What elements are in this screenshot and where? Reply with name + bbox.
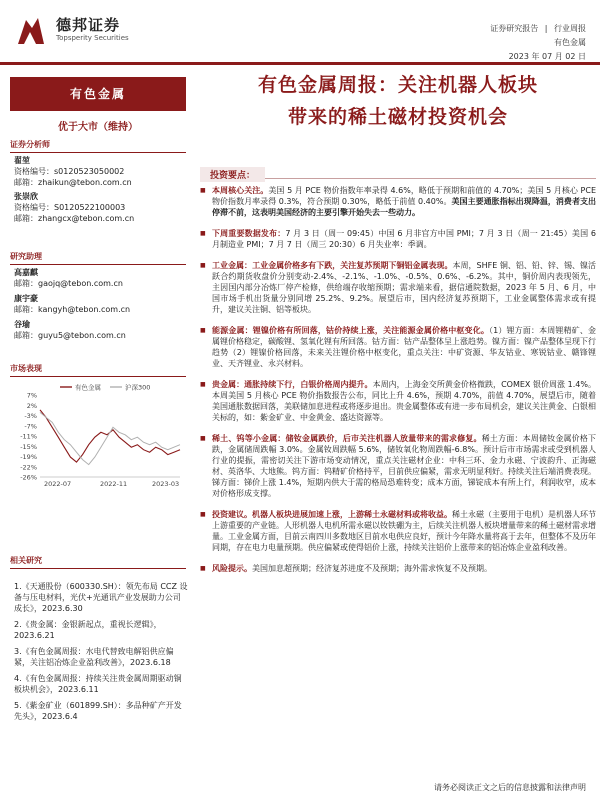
analysts-section-title: 证券分析师 xyxy=(10,139,186,153)
key-point-text: 稀土永磁（主要用于电机）是机器人环节上游重要的产业链。人形机器人电机所需永磁以钕铁硼为主，后续关注机器人板块增量带来的稀土磁材需求增量。工业金属方面，目前云南四川多数地区目前水电供应良好，预计今年降水量将高于去年，但整体不及历年同期，存在电力电量预期。供应偏紧或使得铝价上涨，持续关注铝价上涨带来的铝冶炼企业盈利改善。 xyxy=(212,510,596,552)
y-tick-label: -3% xyxy=(24,412,37,420)
legend-label: 有色金属 xyxy=(75,383,101,392)
logo-name-cn: 德邦证券 xyxy=(56,16,121,34)
analyst-cert: 资格编号：s0120523050002 xyxy=(14,167,125,176)
y-tick-label: -22% xyxy=(20,463,37,472)
assistant-email-link[interactable]: guyu5@tebon.com.cn xyxy=(38,331,126,340)
key-point-text: 7 月 3 日（周一 09:45）中国 6 月非官方中国 PMI；7 月 3 日（周一 21:45）美国 6 月制造业 PMI；7 月 7 日（周三 20:30）6 月失业率：季调。 xyxy=(212,229,597,249)
assistant-block: 高嘉麒 邮箱：gaojq@tebon.com.cn xyxy=(14,268,123,288)
key-points-header xyxy=(200,163,596,179)
key-point-text: 美国加息超预期；经济复苏进度不及预期；海外需求恢复不及预期。 xyxy=(252,564,492,573)
logo-mark-icon xyxy=(14,14,48,48)
analyst-name: 张崇欣 xyxy=(14,192,38,201)
analyst-email: 邮箱：zhangcx@tebon.com.cn xyxy=(14,214,135,223)
related-item[interactable]: 2.《贵金属：金银新起点，重视长逻辑》，2023.6.21 xyxy=(14,620,162,640)
key-point-lead: 本周核心关注。 xyxy=(212,186,269,195)
report-header xyxy=(0,0,600,62)
y-tick-label: -19% xyxy=(20,453,37,461)
analyst-email: 邮箱：zhaikun@tebon.com.cn xyxy=(14,178,132,187)
key-points-label: 投资要点： xyxy=(200,167,265,182)
related-research-list xyxy=(14,581,188,727)
assistant-name: 谷瑜 xyxy=(14,320,30,329)
analyst-email-link[interactable]: zhangcx@tebon.com.cn xyxy=(38,214,135,223)
assistant-block: 谷瑜 邮箱：guyu5@tebon.com.cn xyxy=(14,320,126,340)
related-section-title: 相关研究 xyxy=(10,555,186,569)
related-item[interactable]: 3.《有色金属周报：水电代替致电解铝供应偏紧，关注铝冶炼企业盈利改善》，2023.6.18 xyxy=(14,647,174,667)
related-item[interactable]: 5.《紫金矿业（601899.SH）：多品种矿产开发先头》，2023.6.4 xyxy=(14,701,182,721)
analyst-cert: 资格编号：S0120522100003 xyxy=(14,203,126,212)
report-date: 2023 年 07 月 02 日 xyxy=(508,52,586,61)
market-performance-chart xyxy=(10,381,186,493)
assistant-email-link[interactable]: gaojq@tebon.com.cn xyxy=(38,279,123,288)
assistant-name: 康宇豪 xyxy=(14,294,38,303)
x-tick-label: 2022-11 xyxy=(100,480,128,488)
industry-tag: 有色金属 xyxy=(10,77,186,111)
analyst-name: 翟堃 xyxy=(14,156,30,165)
footer-disclaimer: 请务必阅读正文之后的信息披露和法律声明 xyxy=(434,783,586,792)
key-points-list xyxy=(200,185,596,584)
key-point-lead: 能源金属：锂镍价格有所回落，钴价持续上涨，关注能源金属价格中枢变化。 xyxy=(212,326,489,335)
analyst-block xyxy=(14,191,134,224)
analyst-block xyxy=(14,155,132,188)
header-separator: | xyxy=(544,24,548,33)
y-tick-label: 2% xyxy=(26,401,37,410)
key-point-item xyxy=(200,563,596,574)
x-tick-label: 2022-07 xyxy=(44,480,72,488)
related-item[interactable]: 4.《有色金属周报：持续关注贵金属周期驱动铜板块机会》，2023.6.11 xyxy=(14,674,182,694)
key-point-item xyxy=(200,379,596,423)
key-point-lead: 风险提示。 xyxy=(212,564,252,573)
key-point-lead: 下周重要数据发布： xyxy=(212,229,286,238)
assistant-name: 高嘉麒 xyxy=(14,268,38,277)
header-industry: 有色金属 xyxy=(554,38,586,47)
key-point-item xyxy=(200,185,596,218)
key-point-item xyxy=(200,260,596,315)
report-title-line2: 带来的稀土磁材投资机会 xyxy=(287,106,508,128)
key-point-emphasis: 美国主要通胀指标出现降温，消费者支出停滞不前，这表明美国经济的主要引擎开始失去一些动力。 xyxy=(212,197,597,217)
y-tick-label: -26% xyxy=(20,473,37,482)
key-point-item xyxy=(200,228,596,250)
key-point-lead: 稀土、钨等小金属：储钕金属跌价，后市关注机器人放量带来的需求修复。 xyxy=(212,434,482,443)
assistant-email-link[interactable]: kangyh@tebon.com.cn xyxy=(38,305,131,314)
key-point-text: 本周内，上海金交所黄金价格微跌，COMEX 银价周涨 1.4%。本周美国 5 月核心 PCE 物价指数报告公布，同比上升 4.6%，预期 4.70%，前值 4.70%，展望后市，随着美国通胀数据回落，美联储加息进程或将逐步退出。贵金属整体或有进一步布局机会，建议关注黄金、白银相关标的，如：紫金矿业、中金黄金、盛达资源等。 xyxy=(212,380,596,422)
y-tick-label: -15% xyxy=(20,442,37,451)
key-point-text: 美国 5 月 PCE 物价指数年率录得 4.6%，略低于预期和前值的 4.70%；美国 5 月核心 PCE 物价指数月率录得 0.3%，符合预期 0.30%，略低于前值 0.40%。 xyxy=(212,186,597,206)
key-point-text: 稀土方面：本周储钕金属价格下跌，金属储周跌幅 3.0%。金属钕周跌幅 5.6%，储钕氧化物周跌幅-6.8%。预计后市市场需求或受到机器人行业的提振，需密切关注下游市场变动情况，重点关注磁材企业：中科三环、金力永磁、宁波韵升、正海磁材、英洛华、大地熊。钨方面：钨精矿价格持平，目前供应偏紧，需求无明显利好。持续关注后端消费表现。锑方面：锑价上涨 1.4%，短期内供大于需的格局恐难转变；成本方面，锑锭成本有所上行，利润收窄，成本对价格形成支撑。 xyxy=(212,434,597,498)
report-title-line1: 有色金属周报：关注机器人板块 xyxy=(257,74,538,96)
key-point-item xyxy=(200,325,596,369)
logo-name-en: Topsperity Securities xyxy=(56,34,129,42)
header-meta xyxy=(486,22,586,64)
main-content xyxy=(196,65,600,800)
key-point-text: （1）锂方面：本周锂精矿、金属锂价格稳定，碳酸锂、氢氧化锂有所回落。钴方面：钴产品整体呈上涨趋势。镍方面：镍产品整体呈现下行趋势（2）锂镍价格回落，未来关注锂价格中枢变化，重点关注：中矿资源、华友钴业、寒锐钴业、赣锋锂业、天齐锂业、永兴材料。 xyxy=(212,326,596,368)
market-section-title: 市场表现 xyxy=(10,363,186,377)
key-point-text: 本周，SHFE 铜、铝、铅、锌、锡、镍活跃合约期货收盘价分别变动-2.4%、-2.1%、-1.0%、-0.5%、0.6%、-6.2%。其中，铜价周内表现领先，主因国内部分冶炼厂停产检修，供给端存收缩预期；需求端来看，据信通院数据，2023 年 5 月、6 月，中国市场手机出货量分别同增 25.2%、9.2%。展望后市，国内经济复苏预期下，工业金属整体需求或有提升，建议关注铜、铝等板块。 xyxy=(212,261,596,314)
y-tick-label: -11% xyxy=(20,432,37,441)
assistants-section-title: 研究助理 xyxy=(10,251,186,265)
key-point-lead: 贵金属：通胀持续下行，白银价格周内提升。 xyxy=(212,380,373,389)
industry-rating: 优于大市（维持） xyxy=(58,122,138,133)
key-point-lead: 工业金属：工业金属价格多有下跌，关注复苏预期下铜铝金属表现。 xyxy=(212,261,453,270)
y-tick-label: 7% xyxy=(26,391,37,400)
report-category: 行业周报 xyxy=(554,24,586,33)
key-point-item xyxy=(200,509,596,553)
sidebar xyxy=(0,65,196,800)
key-point-lead: 投资建议。机器人板块进展加速上涨，上游稀土永磁材料或将收益。 xyxy=(212,510,452,519)
series-line-1 xyxy=(40,412,180,464)
assistant-block: 康宇豪 邮箱：kangyh@tebon.com.cn xyxy=(14,294,131,314)
x-tick-label: 2023-03 xyxy=(152,480,180,488)
analyst-email-link[interactable]: zhaikun@tebon.com.cn xyxy=(38,178,132,187)
company-logo xyxy=(14,12,154,52)
related-item[interactable]: 1.《天通股份（600330.SH）：领先布局 CCZ 设备与压电材料，光伏+光通讯产业发展助力公司成长》，2023.6.30 xyxy=(14,582,188,613)
key-point-item xyxy=(200,433,596,499)
report-title xyxy=(196,69,600,133)
legend-label: 沪深300 xyxy=(125,383,151,392)
report-type: 证券研究报告 xyxy=(490,24,539,33)
y-tick-label: -7% xyxy=(24,422,37,431)
